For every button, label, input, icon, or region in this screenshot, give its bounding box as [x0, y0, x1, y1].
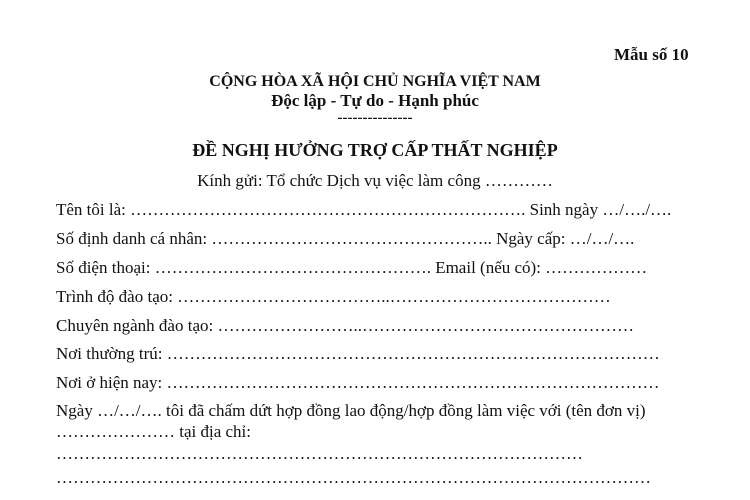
form-line-blank-1: ………………………………………………………………………………… — [56, 444, 583, 463]
form-line-education: Trình độ đào tạo: ………………………………..………………………………… — [56, 287, 611, 306]
header-separator: --------------- — [337, 110, 413, 126]
recipient-line: Kính gửi: Tổ chức Dịch vụ việc làm công ………… — [197, 171, 553, 190]
form-line-employer-address: ………………… tại địa chỉ: — [56, 422, 252, 441]
form-line-major: Chuyên ngành đào tạo: ……………………..………………………………………… — [56, 316, 634, 335]
form-line-name: Tên tôi là: ……………………………………………………………. Sinh ngày …/…./…. — [56, 200, 672, 219]
form-line-termination-date: Ngày …/…/…. tôi đã chấm dứt hợp đồng lao động/hợp đồng làm việc với (tên đơn vị) — [56, 401, 646, 420]
form-line-phone: Số điện thoại: …………………………………………. Email (nếu có): ……………… — [56, 258, 648, 277]
document-title: ĐỀ NGHỊ HƯỞNG TRỢ CẤP THẤT NGHIỆP — [192, 140, 558, 160]
form-line-current-address: Nơi ở hiện nay: …………………………………………………………………………… — [56, 373, 660, 392]
form-line-blank-2: …………………………………………………………………………………………… — [56, 468, 651, 487]
national-name: CỘNG HÒA XÃ HỘI CHỦ NGHĨA VIỆT NAM — [209, 73, 541, 90]
form-line-permanent-address: Nơi thường trú: …………………………………………………………………………… — [56, 344, 660, 363]
form-code: Mẫu số 10 — [614, 45, 689, 64]
national-motto: Độc lập - Tự do - Hạnh phúc — [271, 91, 479, 110]
form-line-id: Số định danh cá nhân: ………………………………………….. Ngày cấp: …/…/…. — [56, 229, 635, 248]
